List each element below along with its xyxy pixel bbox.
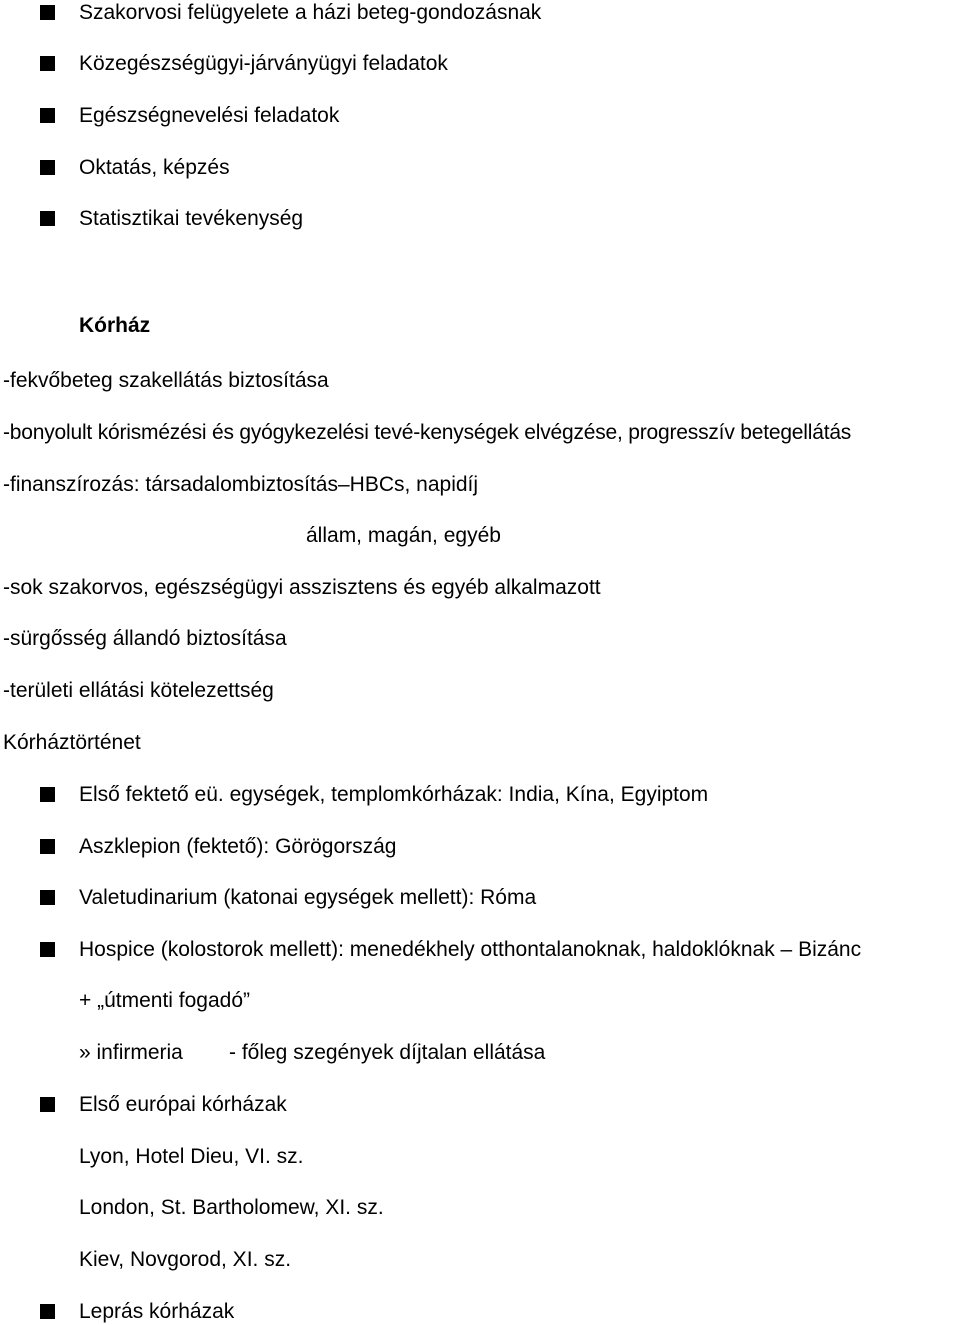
text-line: -területi ellátási kötelezettség xyxy=(3,679,274,702)
bullet-icon xyxy=(40,108,55,123)
bullet-icon xyxy=(40,942,55,957)
list-item: Leprás kórházak xyxy=(79,1300,235,1323)
text-line: » infirmeria xyxy=(79,1041,183,1064)
text-line: + „útmenti fogadó” xyxy=(79,989,251,1012)
text-line: -fekvőbeteg szakellátás biztosítása xyxy=(3,369,329,392)
text-line: Lyon, Hotel Dieu, VI. sz. xyxy=(79,1145,304,1168)
bullet-icon xyxy=(40,787,55,802)
list-item: Egészségnevelési feladatok xyxy=(79,104,340,127)
text-line: állam, magán, egyéb xyxy=(306,524,501,547)
text-line: -finanszírozás: társadalombiztosítás–HBCs, napidíj xyxy=(3,473,479,496)
bullet-icon xyxy=(40,5,55,20)
text-line: London, St. Bartholomew, XI. sz. xyxy=(79,1196,384,1219)
bullet-icon xyxy=(40,1097,55,1112)
list-item: Aszklepion (fektető): Görögország xyxy=(79,835,397,858)
text-line: -sok szakorvos, egészségügyi asszisztens és egyéb alkalmazott xyxy=(3,576,601,599)
list-item: Közegészségügyi-járványügyi feladatok xyxy=(79,52,448,75)
bullet-icon xyxy=(40,56,55,71)
list-item: Hospice (kolostorok mellett): menedékhely otthontalanoknak, haldoklóknak – Bizánc xyxy=(79,938,862,961)
bullet-icon xyxy=(40,211,55,226)
text-line: -bonyolult kórismézési és gyógykezelési tevé-kenységek elvégzése, progresszív betegellátás xyxy=(3,421,852,444)
text-line: - főleg szegények díjtalan ellátása xyxy=(229,1041,546,1064)
text-line: Kiev, Novgorod, XI. sz. xyxy=(79,1248,292,1271)
text-line: -sürgősség állandó biztosítása xyxy=(3,627,287,650)
section-heading-korhaztortenet: Kórháztörténet xyxy=(3,731,141,754)
bullet-icon xyxy=(40,839,55,854)
bullet-icon xyxy=(40,160,55,175)
list-item: Első fektető eü. egységek, templomkórházak: India, Kína, Egyiptom xyxy=(79,783,709,806)
list-item: Oktatás, képzés xyxy=(79,156,230,179)
list-item: Valetudinarium (katonai egységek mellett): Róma xyxy=(79,886,537,909)
bullet-icon xyxy=(40,1304,55,1319)
list-item: Szakorvosi felügyelete a házi beteg-gondozásnak xyxy=(79,1,542,24)
list-item: Első európai kórházak xyxy=(79,1093,287,1116)
bullet-icon xyxy=(40,890,55,905)
section-heading-korhaz: Kórház xyxy=(79,314,151,337)
list-item: Statisztikai tevékenység xyxy=(79,207,304,230)
